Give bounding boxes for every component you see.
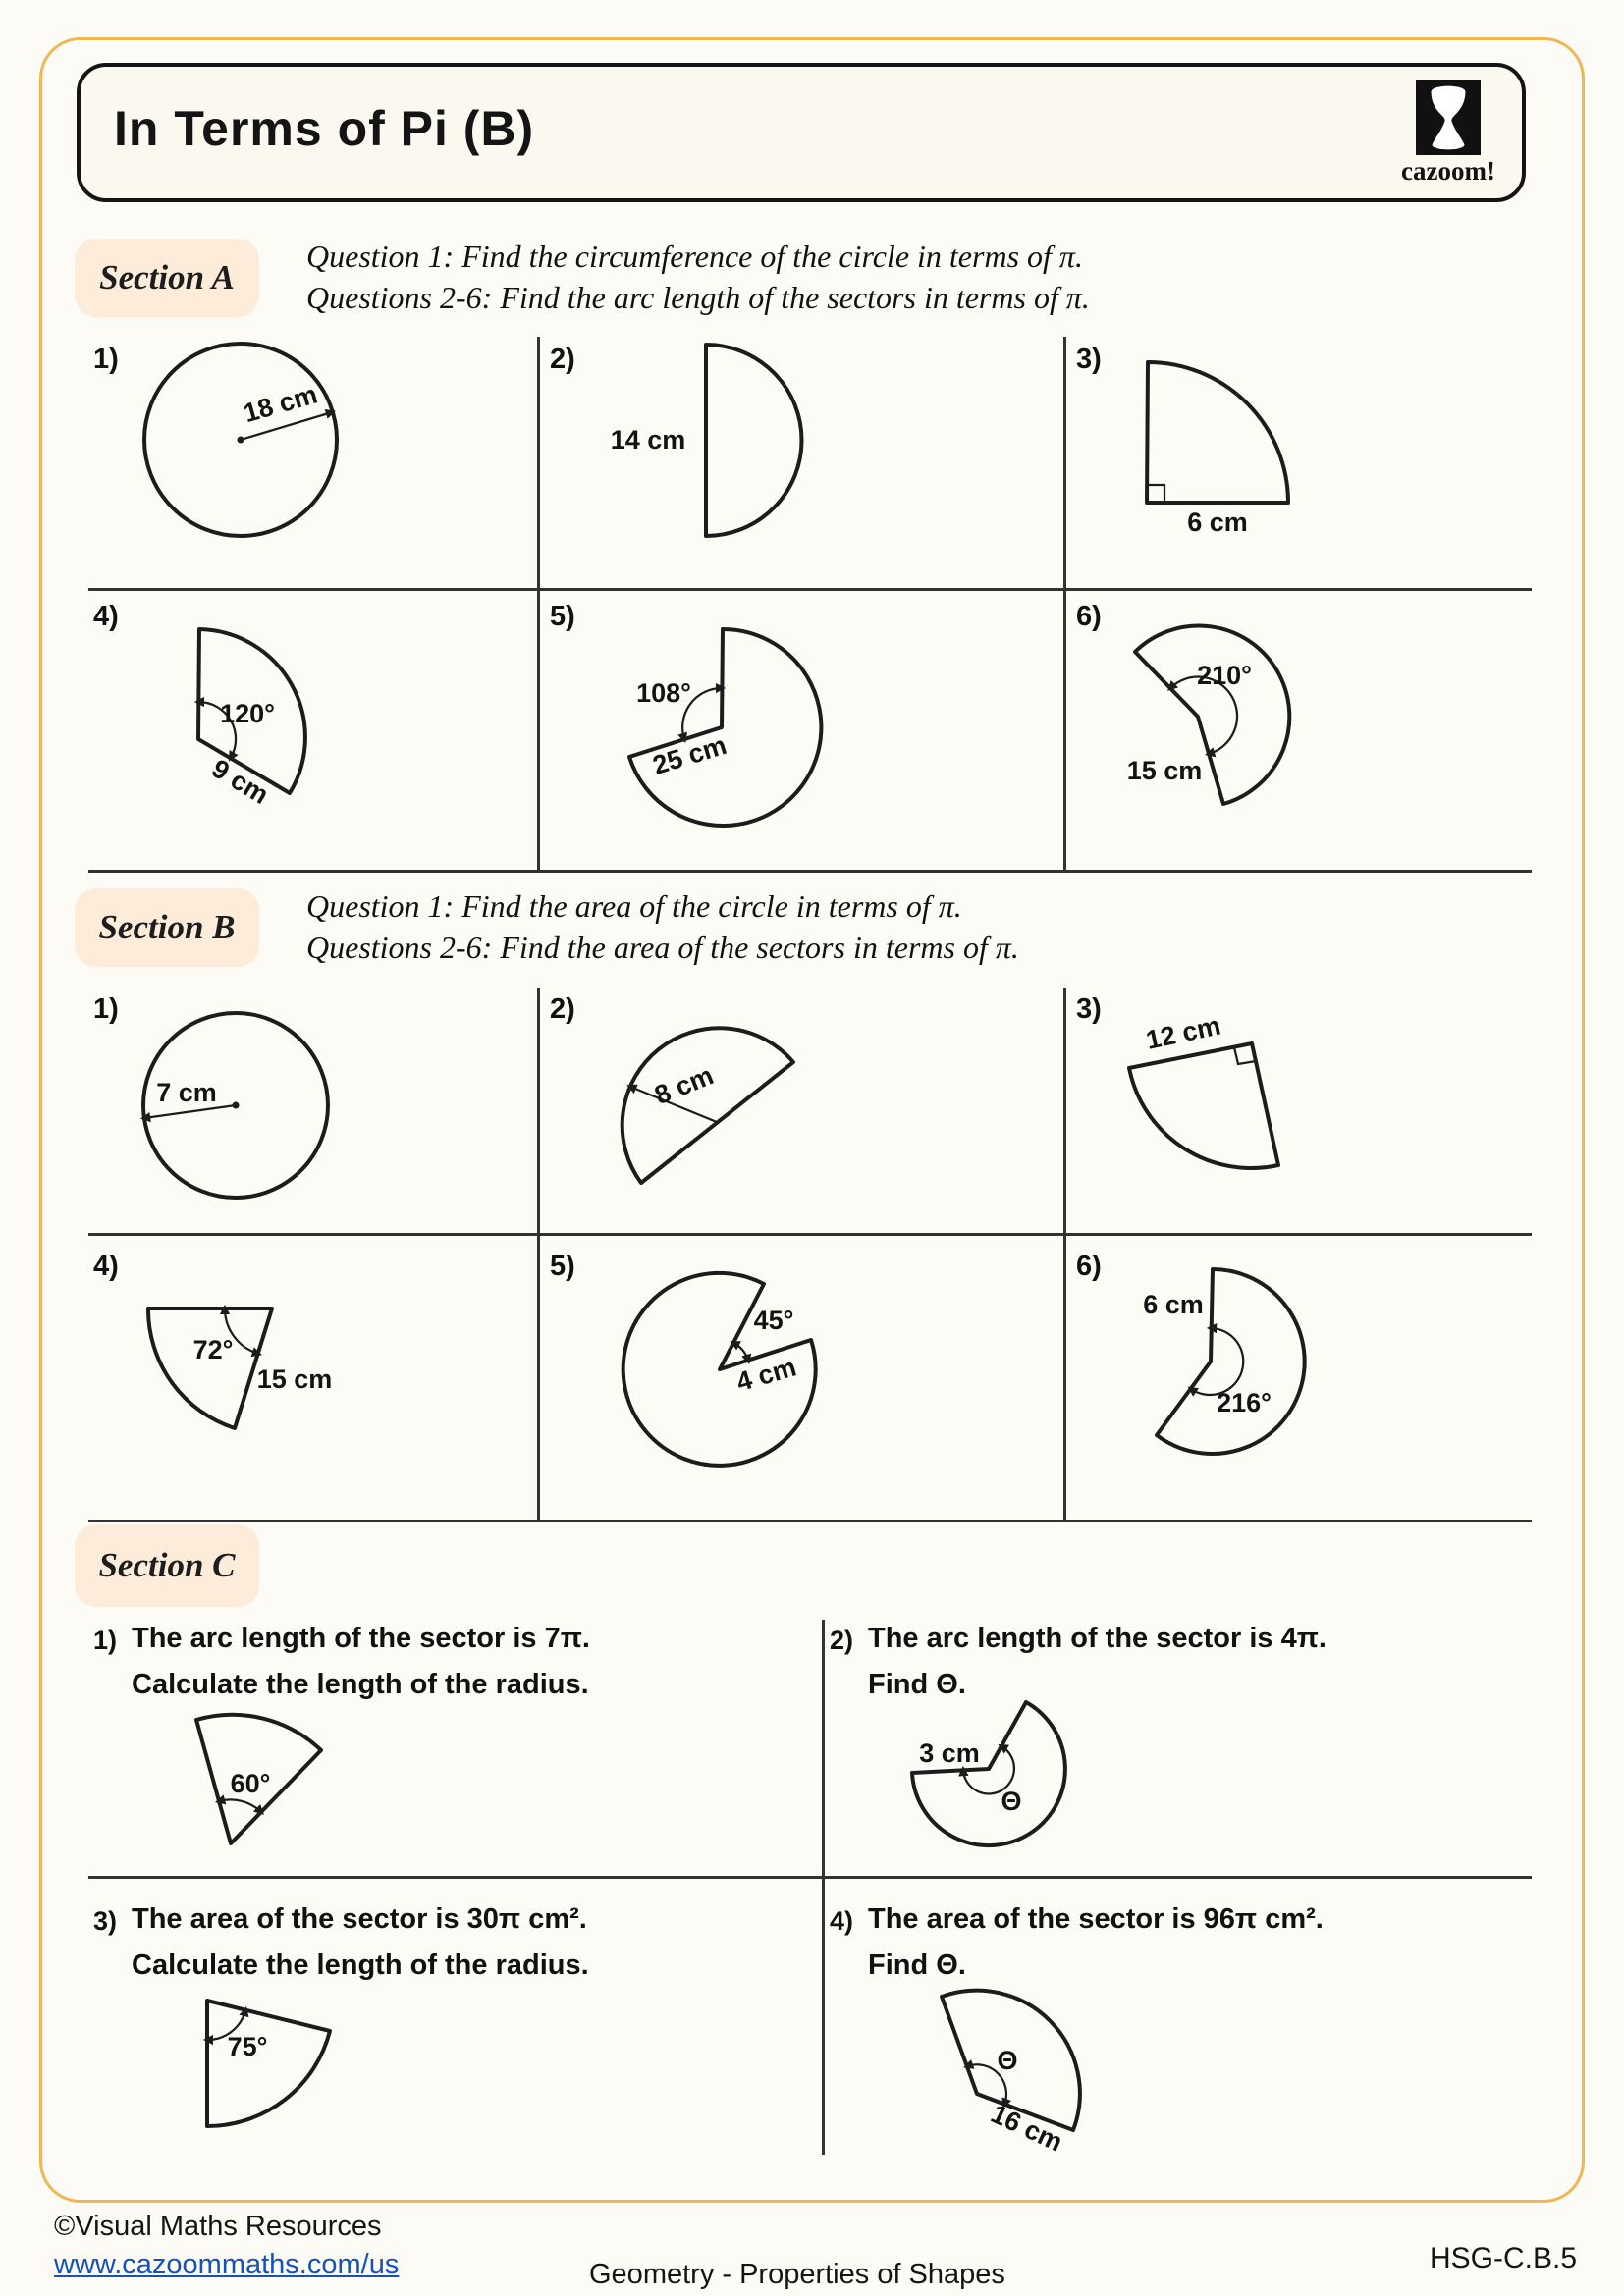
divider-a-row: [88, 588, 1532, 591]
problem-number: 4): [830, 1906, 854, 1936]
figure-b1: [133, 1001, 353, 1209]
problem-number: 5): [550, 1251, 575, 1282]
problem-line: Calculate the length of the radius.: [132, 1669, 589, 1700]
divider-b-v1: [537, 988, 540, 1522]
radius-label: 7 cm: [156, 1078, 217, 1107]
cazoom-logo: [1386, 80, 1510, 187]
figure-c1: [157, 1696, 378, 1871]
radius-label: 15 cm: [256, 1364, 333, 1394]
logo-drum-icon: [1416, 80, 1481, 155]
problem-number: 5): [550, 601, 575, 632]
angle-label: 45°: [753, 1306, 794, 1335]
problem-line: The area of the sector is 96π cm².: [868, 1903, 1324, 1935]
radius-label: 4 cm: [732, 1352, 800, 1398]
section-b-instruction-2: Questions 2-6: Find the area of the sectors in terms of π.: [306, 930, 1019, 965]
divider-a-v1: [537, 337, 540, 872]
problem-number: 2): [550, 993, 575, 1025]
problem-line: Find Θ.: [868, 1669, 966, 1700]
problem-line: Find Θ.: [868, 1949, 966, 1981]
problem-c1-text: [132, 1616, 590, 1708]
angle-label: 72°: [192, 1335, 234, 1364]
divider-c-row: [88, 1876, 1532, 1879]
radius-label: 14 cm: [610, 425, 686, 454]
figure-a6: [1098, 607, 1333, 834]
divider-a-v2: [1063, 337, 1066, 872]
figure-b4: [116, 1264, 347, 1461]
figure-a3: [1110, 334, 1350, 560]
problem-line: The arc length of the sector is 7π.: [132, 1623, 590, 1654]
radius-label: 6 cm: [1143, 1290, 1204, 1319]
divider-b-v2: [1063, 988, 1066, 1522]
problem-number: 1): [93, 1626, 118, 1655]
section-c-chip: [75, 1524, 259, 1607]
divider-b-bottom: [88, 1520, 1532, 1522]
problem-line: The area of the sector is 30π cm².: [132, 1903, 587, 1935]
angle-label: 60°: [230, 1769, 271, 1798]
figure-b5: [607, 1261, 838, 1479]
logo-text: cazoom!: [1401, 156, 1495, 186]
figure-a5: [607, 607, 844, 830]
radius-label: 3 cm: [919, 1738, 980, 1768]
section-a-chip: [75, 239, 259, 317]
problem-line: The arc length of the sector is 4π.: [868, 1623, 1326, 1654]
angle-label: 108°: [636, 678, 691, 708]
angle-label: 210°: [1197, 661, 1252, 690]
problem-number: 4): [93, 601, 119, 632]
section-a-instruction-1: Question 1: Find the circumference of the circle in terms of π.: [306, 239, 1083, 274]
section-c-label: Section C: [98, 1546, 236, 1584]
right-angle-icon: [1147, 485, 1164, 503]
section-b-instruction-1: Question 1: Find the area of the circle in terms of π.: [306, 888, 962, 924]
section-a-label: Section A: [99, 258, 235, 296]
footer-link[interactable]: www.cazoommaths.com/us: [54, 2249, 400, 2280]
problem-number: 6): [1076, 1251, 1102, 1282]
figure-c3: [137, 1948, 358, 2142]
footer-code: HSG-C.B.5: [1430, 2242, 1578, 2274]
section-b-instructions: [306, 885, 1019, 968]
problem-number: 2): [830, 1626, 854, 1655]
divider-c-v: [822, 1620, 825, 2155]
radius-label: 25 cm: [649, 729, 731, 780]
problem-number: 2): [550, 344, 575, 375]
problem-number: 1): [93, 993, 119, 1025]
section-a-instructions: [306, 236, 1090, 318]
radius-label: 9 cm: [206, 753, 274, 810]
figure-c4: [882, 1975, 1112, 2157]
problem-number: 3): [1076, 993, 1102, 1025]
section-b-chip: [75, 888, 259, 967]
figure-b2: [599, 1021, 835, 1207]
angle-label: Θ: [1001, 1787, 1022, 1816]
divider-a-bottom: [88, 870, 1532, 873]
figure-c2: [872, 1690, 1083, 1859]
angle-label: 75°: [227, 2032, 268, 2061]
figure-b3: [1098, 999, 1328, 1196]
footer-subject: Geometry - Properties of Shapes: [589, 2259, 1005, 2290]
problem-number: 4): [93, 1251, 119, 1282]
problem-number: 1): [93, 344, 119, 375]
figure-b6: [1108, 1252, 1328, 1469]
problem-line: Calculate the length of the radius.: [132, 1949, 589, 1981]
problem-number: 3): [93, 1906, 118, 1936]
radius-label: 18 cm: [240, 379, 321, 429]
divider-b-row: [88, 1233, 1532, 1236]
radius-label: 12 cm: [1143, 1010, 1223, 1055]
angle-label: 120°: [220, 699, 275, 728]
radius-label: 16 cm: [986, 2099, 1067, 2158]
problem-number: 3): [1076, 344, 1102, 375]
angle-label: Θ: [997, 2046, 1018, 2075]
page-title: In Terms of Pi (B): [114, 101, 535, 156]
radius-label: 8 cm: [650, 1060, 718, 1111]
footer-copyright: ©Visual Maths Resources: [54, 2211, 382, 2242]
section-a-instruction-2: Questions 2-6: Find the arc length of the sectors in terms of π.: [306, 280, 1090, 315]
figure-a2: [589, 324, 835, 555]
radius-label: 15 cm: [1126, 756, 1203, 785]
radius-label: 6 cm: [1187, 507, 1248, 537]
section-b-label: Section B: [98, 908, 236, 946]
angle-label: 216°: [1217, 1388, 1272, 1417]
figure-a1: [128, 324, 373, 555]
figure-a4: [137, 607, 358, 830]
problem-number: 6): [1076, 601, 1102, 632]
